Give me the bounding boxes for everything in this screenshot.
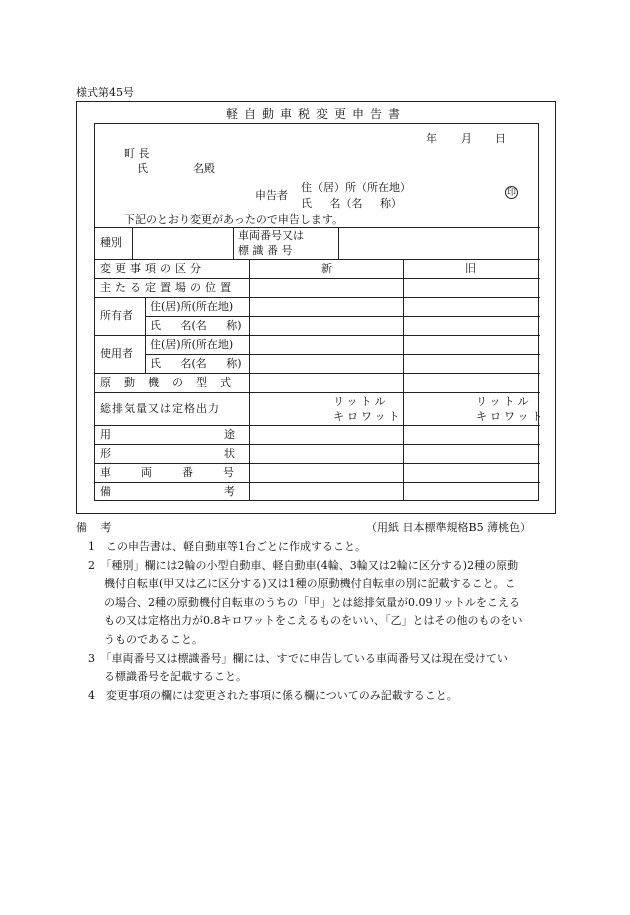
form-number: 様式第45号	[76, 86, 134, 99]
intro-text: 下記のとおり変更があったので申告します。	[124, 213, 344, 226]
vehicle-number-label-line2: 標 識 番 号	[238, 244, 293, 257]
note-1: 1 この申告書は、軽自動車等1台ごとに作成すること。	[88, 540, 366, 553]
note-2-line-5: うものであること。	[104, 633, 203, 646]
note-2-line-2: 機付自転車(甲又は乙に区分する)又は1種の原動機付自転車の別に記載すること。こ	[104, 577, 516, 590]
note-3-line-1: 3 「車両番号又は標識番号」欄には、すでに申告している車両番号又は現在受けてい	[88, 652, 508, 665]
vehicle-number-row-label: 車両番号	[100, 466, 264, 479]
engine-type-label: 原動機の型式	[100, 376, 244, 389]
form-title: 軽自動車税変更申告書	[225, 107, 406, 121]
displacement-label: 総排気量又は定格出力	[100, 402, 220, 415]
old-liter-unit: リットル	[476, 395, 532, 408]
use-label: 用途	[100, 428, 348, 441]
date-day-label: 日	[495, 132, 506, 145]
new-liter-unit: リットル	[333, 395, 389, 408]
addressee-name-label: 氏	[137, 162, 148, 175]
form-inner-frame	[94, 123, 546, 501]
shape-label: 形状	[100, 447, 348, 460]
seal-mark: 印	[506, 188, 516, 198]
owner-label: 所有者	[100, 309, 133, 322]
note-2-line-1: 2 「種別」欄には2輪の小型自動車、軽自動車(4輪、3輪又は2輪に区分する)2種の原動	[88, 559, 519, 572]
remarks-row-label: 備考	[100, 485, 348, 498]
notes-heading: 備 考	[76, 521, 112, 534]
declarant-label: 申告者	[255, 189, 288, 202]
owner-name-label: 氏 名(名 称)	[150, 319, 242, 332]
storage-location-label: 主たる定置場の位置	[100, 281, 235, 294]
change-category-label: 変更事項の区分	[100, 262, 205, 275]
owner-address-label: 住(居)所(所在地)	[150, 300, 234, 313]
old-kilowatt-unit: キロワット	[476, 410, 546, 423]
mayor-label: 町 長	[124, 147, 150, 160]
column-old-header: 旧	[465, 262, 476, 275]
user-name-label: 氏 名(名 称)	[150, 357, 242, 370]
declarant-address-label: 住（居）所（所在地）	[301, 181, 411, 194]
note-2-line-4: もの又は定格出力が0.8キロワットをこえるものをいい、「乙」とはその他のものをい	[104, 614, 523, 627]
note-4: 4 変更事項の欄には変更された事項に係る欄についてのみ記載すること。	[88, 689, 458, 702]
date-year-label: 年	[426, 132, 437, 145]
type-label: 種別	[100, 236, 122, 249]
paper-spec: （用紙 日本標準規格B5 薄桃色）	[366, 521, 532, 534]
date-month-label: 月	[461, 132, 472, 145]
declarant-name-label: 氏 名（名 称）	[301, 197, 402, 210]
user-label: 使用者	[100, 347, 133, 360]
new-kilowatt-unit: キロワット	[333, 410, 403, 423]
note-3-line-2: る標識番号を記載すること。	[104, 670, 247, 683]
note-2-line-3: の場合、2種の原動機付自転車のうちの「甲」とは総排気量が0.09リットルをこえる	[104, 596, 521, 609]
vehicle-number-label-line1: 車両番号又は	[238, 229, 304, 242]
user-address-label: 住(居)所(所在地)	[150, 338, 234, 351]
column-new-header: 新	[321, 262, 332, 275]
addressee-suffix: 名殿	[193, 162, 215, 175]
